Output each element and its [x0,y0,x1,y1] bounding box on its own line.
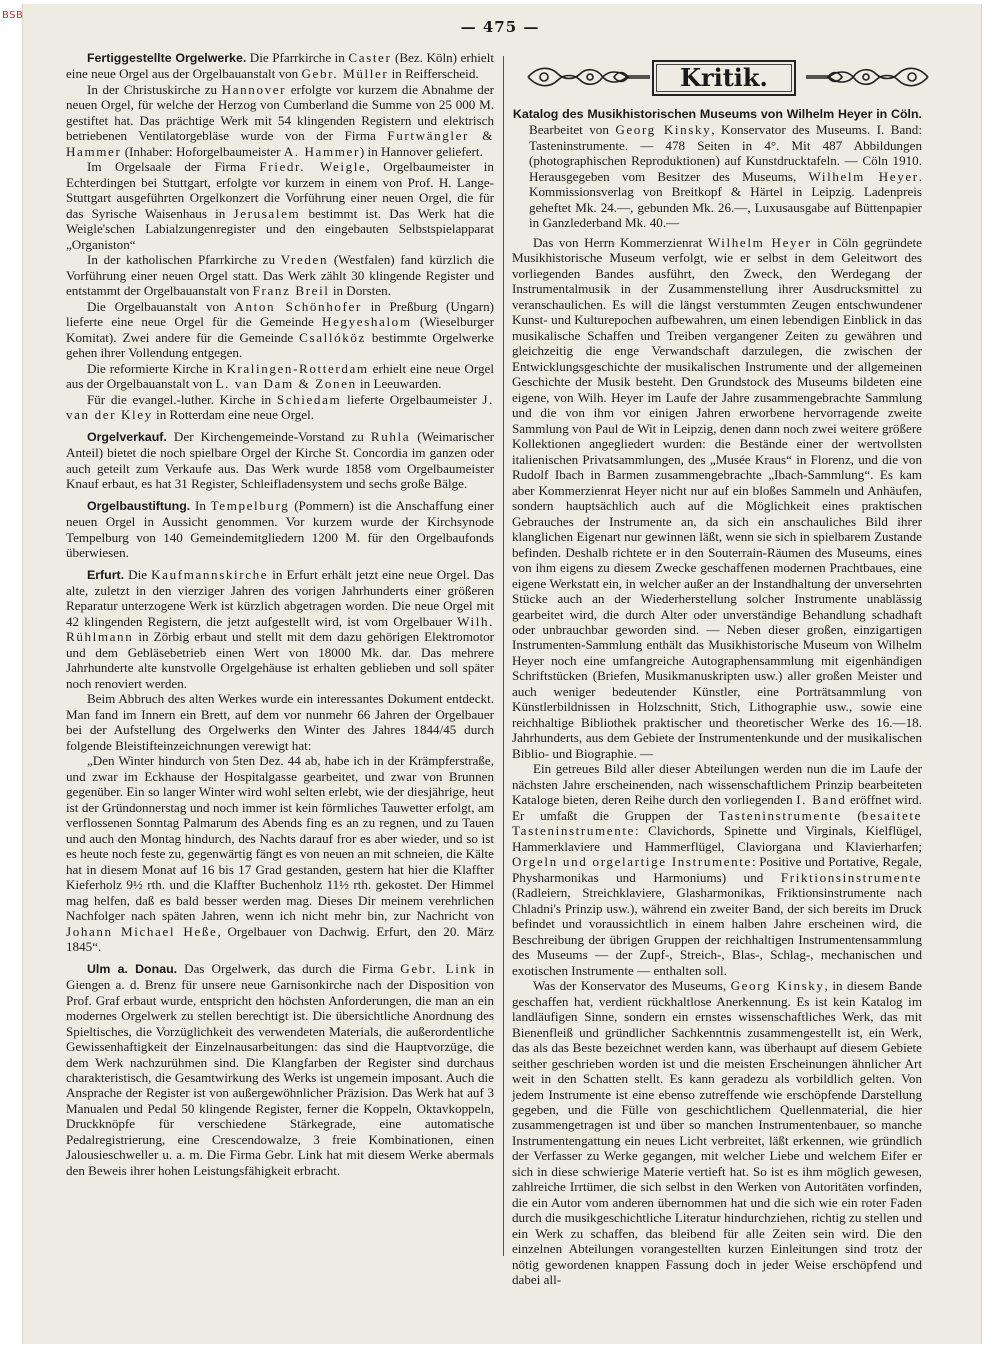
article-erfurt: Erfurt. Die Kaufmannskirche in Erfurt erhält jetzt eine neue Orgel. Das alte, zuletzt in den vierziger Jahren des vorigen Jahrhunderts einer größeren Reparatur unterzogene Werk ist kürzlich abgetragen worden. Die neue Orgel mit 42 klingenden Registern, die jetzt aufgestellt wird, ist vom Orgelbauer Wilh. Rühlmann in Zörbig erbaut und stellt mit dem dazu gehörigen Elektromotor und dem Gebläsebetrieb einen Wert von 18000 Mk. dar. Das mehrere Jahrhunderte alte kunstvolle Orgelgehäuse ist erhalten geblieben und soll später noch renoviert werden. [66,566,495,691]
paragraph-schoenhofer: Die Orgelbauanstalt von Anton Schönhofer in Preßburg (Ungarn) lieferte eine neue Orgel für die Gemeinde Hegyeshalom (Wieselburger Komitat). Zwei andere für die Gemeinde Csallóköz bestimmte Orgelwerke gehen ihrer Vollendung entgegen. [66,298,495,361]
catalog-title: Katalog des Musikhistorischen Museums von Wilhelm Heyer in Cöln. [512,107,922,121]
column-rule [503,56,504,1256]
paragraph-schiedam: Für die evangel.-luther. Kirche in Schiedam lieferte Orgelbaumeister J. van der Kley in Rotterdam eine neue Orgel. [66,391,494,423]
article-ulm: Ulm a. Donau. Das Orgelwerk, das durch die Firma Gebr. Link in Giengen a. d. Brenz für unsere neue Garnisonkirche nach der Disposition von Prof. Graf erbaut wurde, entspricht den höchsten Anforderungen, die man an ein modernes Orgelwerk zu stellen berechtigt ist. Die übersichtliche Anordnung des Spieltisches, die Vorzüglichkeit des verwendeten Materials, die außerordentliche Gewissenhaftigkeit der Einzelnausarbeitungen: das sind die Hauptvorzüge, die dem Werk nachzurühmen sind. Die Klangfarben der Register sind durchaus charakteristisch, die Gesamtwirkung des Werks ist ungemein imposant. Auch die Ansprache der Register ist von außergewöhnlicher Präzision. Das Werk hat auf 3 Manualen und Pedal 50 klingende Register, ferner die Koppeln, Oktavkoppeln, Druckknöpfe für verschiedene Stärkegrade, eine automatische Pedalregistrierung, eine Crescendowalze, 3 freie Kombinationen, einen Jalousieschweller u. a. m. Die Firma Gebr. Link hat mit diesem Werke abermals den Beweis ihrer hohen Leistungsfähigkeit erbracht. [66,960,494,1178]
catalog-citation: Katalog des Musikhistorischen Museums von Wilhelm Heyer in Cöln. Bearbeitet von Georg Kinsky, Konservator des Museums. I. Band: Tasteninstrumente. — 478 Seiten in 4°. Mit 487 Abbildungen (photographischen Reproduktionen) auf Kunstdrucktafeln. — Cöln 1910. Herausgegeben vom Besitzer des Museums, Wilhelm Heyer. Kommissionsverlag von Breitkopf & Härtel in Leipzig. Ladenpreis geheftet Mk. 24.—, gebunden Mk. 26.—, Luxusausgabe auf Büttenpapier in Ganzlederband Mk. 40.— [512,107,922,231]
paragraph-dokument: Beim Abbruch des alten Werkes wurde ein interessantes Dokument entdeckt. Man fand im Innern ein Brett, auf dem vor nunmehr 66 Jahren der Orgelbauer bei der Aufstellung des Orgelwerks den Winter des Jahres 1844/45 durch folgende Bleistifteinzeichnungen verewigt hat: [66,691,494,753]
paragraph-hannover: In der Christuskirche zu Hannover erfolgte vor kurzem die Abnahme der neuen Orgel, für welche der Herzog von Cumberland die Summe von 25 000 M. gestiftet hat. Das prächtige Werk mit 54 klingenden Registern und elektrisch betriebenen Ventilatorgebläse wurde von der Firma Furtwängler & Hammer (Inhaber: Hoforgelbaumeister A. Hammer) in Hannover geliefert. [66,81,495,159]
paragraph-kinsky: Was der Konservator des Museums, Georg Kinsky, in diesem Bande geschaffen hat, verdient rückhaltlose Anerkennung. Es ist kein Katalog im landläufigen Sinne, sondern ein ernstes wissenschaftliches Werk, das mit Bienenfleiß und gründlicher Sachkenntnis zusammengestellt ist, ein Werk, das als das Beste bezeichnet werden kann, was überhaupt auf diesem Gebiete seither geschrieben worden ist und die meisten Erscheinungen ähnlicher Art weit in den Schatten stellt. Es kann geradezu als vorbildlich gelten. Von jedem Instrumente ist eine ebenso zutreffende wie erschöpfende Darstellung gegeben, und die Fülle von geschichtlichem Quellenmaterial, die hier zusammengetragen ist und über so manchen Instrumentenbauer, so manche Instrumentengattung ein neues Licht verbreitet, läßt erkennen, wie gründlich der Verfasser zu Werke gegangen, mit welcher Liebe und welchem Eifer er sich in diese schwierige Materie vertieft hat. So ist es ihm möglich gewesen, zahlreiche Irrtümer, die sich selbst in den Werken von Autoritäten vorfinden, die ein Autor vom anderen übernommen hat und die sich wie ein roter Faden durch die musikgeschichtliche Literatur hindurchziehen, richtig zu stellen und ein Werk zu schaffen, das bleibend für alle Zeiten sein wird. Die den einzelnen Abteilungen vorangestellten kurzen Einleitungen sind trotz der nötig gewordenen knappen Fassung doch in jeder Weise erschöpfend und dabei all- [512,978,922,1288]
paragraph-kataloge: Ein getreues Bild aller dieser Abteilungen werden nun die im Laufe der nächsten Jahre erscheinenden, nach wissenschaftlichem Prinzip bearbeiteten Kataloge bieten, deren Reihe durch den vorliegenden I. Band eröffnet wird. Er umfaßt die Gruppen der Tasteninstrumente (besaitete Tasteninstrumente: Clavichords, Spinette und Virginals, Kielflügel, Hammerklaviere und Hammerflügel, Claviorgana und Klavierharfen; Orgeln und orgelartige Instrumente: Positive und Portative, Regale, Physharmonikas und Harmoniums) und Friktionsinstrumente (Radleiern, Streichklaviere, Glasharmonikas, Friktionsinstrumente nach Chladni's Prinzip usw.), während ein zweiter Band, der sich bereits im Druck befindet und voraussichtlich in einem halben Jahre erscheinen wird, die Beschreibung der übrigen Gruppen der reichhaltigen Instrumentensammlung des Museums — der Zupf-, Streich-, Blas-, Schlag-, mechanischen und exotischen Instrumente — enthalten soll. [512,761,922,978]
article-orgelverkauf: Orgelverkauf. Der Kirchengemeinde-Vorstand zu Ruhla (Weimarischer Anteil) bietet die noch spielbare Orgel der Kirche St. Concordia im ganzen oder auch geteilt zum Verkaufe aus. Das Werk wurde 1858 vom Orgelbaumeister Knauf erbaut, es hat 31 Register, Schleifladensystem und sechs große Bälge. [66,428,495,492]
article-heading: Ulm a. Donau. [86,961,178,976]
left-column [66,50,494,1178]
paragraph-museum: Das von Herrn Kommerzienrat Wilhelm Heyer in Cöln gegründete Musikhistorische Museum verfolgt, wie er selbst in dem Geleitwort des vorliegenden Bandes ausführt, den Zweck, den Werdegang der Instrumentalmusik in der Zusammenstellung ihrer Ausdrucksmittel zu veranschaulichen. Es will die längst verstummten Zeugen entschwundener Kunst- und Kulturepochen aufbewahren, um einen lebendigen Einblick in das musikalische Schaffen und Treiben vergangener Zeiten zu gewähren und gleichzeitig die enge Verwandschaft darzulegen, die zwischen der Entwicklungsgeschichte der musikalischen Instrumente und der allgemeinen Geschichte der Musik besteht. Den Grundstock des Museums bildeten eine eigene, von Wilh. Heyer im Laufe der Jahre zusammengebrachte Sammlung und die von ihm vor einigen Jahren erworbene hervorragende zweite Sammlung von Paul de Wit in Leipzig, denen dann noch zwei weitere größere Kollektionen angegliedert wurden: die Bestände einer der wertvollsten italienischen Privatsammlungen, des „Musée Kraus“ in Florenz, und die von Rudolf Ibach in Barmen zusammengebrachte „Ibach-Sammlung“. Es kam aber Kommerzienrat Heyer nicht nur auf ein bloßes Sammeln und Anhäufen, sondern hauptsächlich auch auf die Möglichkeit eines praktischen Gebrauches der Instrumente an, da sich ein anschauliches Bild ihrer klanglichen Eigenart nur gewinnen läßt, wenn sie sich in spielbarem Zustande befinden. Deshalb richtete er in den Souterrain-Räumen des Museums, eines von ihm eigens zu diesem Zwecke geschaffenen modernen Prachtbaues, eine eigene Werkstatt ein, in welcher außer an der Instandhaltung der unversehrten Stücke auch an der Wiederherstellung solcher Instrumente unablässig gearbeitet wird, die durch Alter oder unverständige Behandlung schadhaft oder unbrauchbar geworden sind. — Neben dieser großen, einzigartigen Instrumenten-Sammlung enthält das Musikhistorische Museum von Wilhelm Heyer noch eine umfangreiche Autographensammlung mit eigenhändigen Schriftstücken (Briefen, Musikmanuskripten usw.) aller großen Meister und auch weniger bedeutender Künstler, eine Porträtsammlung von Künstlerbildnissen in Holzschnitt, Stich, Lithographie usw., sowie eine reichhaltige Bibliothek praktischer und theoretischer Werke des 16.—18. Jahrhunderts, aus dem Gebiete der Instrumentenkunde und der musikalischen Biblio- und Biographie. — [512,234,922,761]
section-title-kritik: Kritik. [652,60,796,96]
article-orgelbaustiftung: Orgelbaustiftung. In Tempelburg (Pommern) ist die Anschaffung einer neuen Orgel in Aussicht genommen. Vor kurzem wurde der Kirchsynode Tempelburg von 140 Gemeindemitgliedern 1200 M. für den Orgelbaufonds überwiesen. [66,497,494,561]
page-number: — 475 — [460,18,540,36]
article-heading: Orgelverkauf. [86,429,167,444]
article-heading: Erfurt. [86,567,125,582]
paragraph-weigle: Im Orgelsaale der Firma Friedr. Weigle, Orgelbaumeister in Echterdingen bei Stuttgart, erfolgte vor kurzem in einem von Prof. H. Lange-Stuttgart ausgeführten Orgelkonzert die Vorführung einer neuen Orgel, die für das Syrische Waisenhaus in Jerusalem bestimmt ist. Das Werk hat die Weigle'schen Labialzungenregister und den eingebauten Selbstspielapparat „Organiston“ [66,159,495,252]
kritik-banner [524,56,932,98]
paragraph-quote-hesse: „Den Winter hindurch von 5ten Dez. 44 ab, habe ich in der Krämpferstraße, und zwar im Eckhause der Hospitalgasse gearbeitet, und zwar von Brunnen gegenüber. Ein so langer Winter wird wohl selten erlebt, wie der diesjährige, heut ist der Gründonnerstag und noch immer ist kein förmliches Tauwetter erfolgt, am verflossenen Sonntag Palmarum des Abends fing es an zu regnen, und zu Tauen und auch den Montag hindurch, des Nachts darauf fror es aber wieder, und so ist es heute noch feste zu, gegenwärtig fängt es von neuen an mit schneien, die Kälte hat in diesem Monat auf 16 bis 17 Grad gestanden, gestern hat hier die Klaffter Kieferholz 9½ rth. und die Klaffter Buchenholz 11½ rth. gekostet. Der Himmel mag helfen, daß es bald besser werden mag. Dieses Dir meinem verehrlichen Nachfolger nach späten Jahren, wenn ich nicht mehr bin, zur Nachricht von Johann Michael Heße, Orgelbauer von Dachwig. Erfurt, den 20. März 1845“. [66,753,494,955]
article-heading: Fertiggestellte Orgelwerke. [86,51,247,65]
paragraph-kralingen: Die reformierte Kirche in Kralingen-Rotterdam erhielt eine neue Orgel aus der Orgelbauanstalt von L. van Dam & Zonen in Leeuwarden. [66,360,494,392]
paragraph-vreden: In der katholischen Pfarrkirche zu Vreden (Westfalen) fand kürzlich die Vorführung einer neuen Orgel statt. Das Werk zählt 30 klingende Register und entstammt der Orgelbauanstalt von Franz Breil in Dorsten. [66,252,495,299]
article-heading: Orgelbaustiftung. [86,498,191,513]
library-watermark: BSB [2,10,24,21]
right-column [512,106,922,1288]
article-fertiggestellte-orgelwerke: Fertiggestellte Orgelwerke. Die Pfarrkirche in Caster (Bez. Köln) erhielt eine neue Orgel aus der Orgelbauanstalt von Gebr. Müller in Reifferscheid. [66,50,494,82]
